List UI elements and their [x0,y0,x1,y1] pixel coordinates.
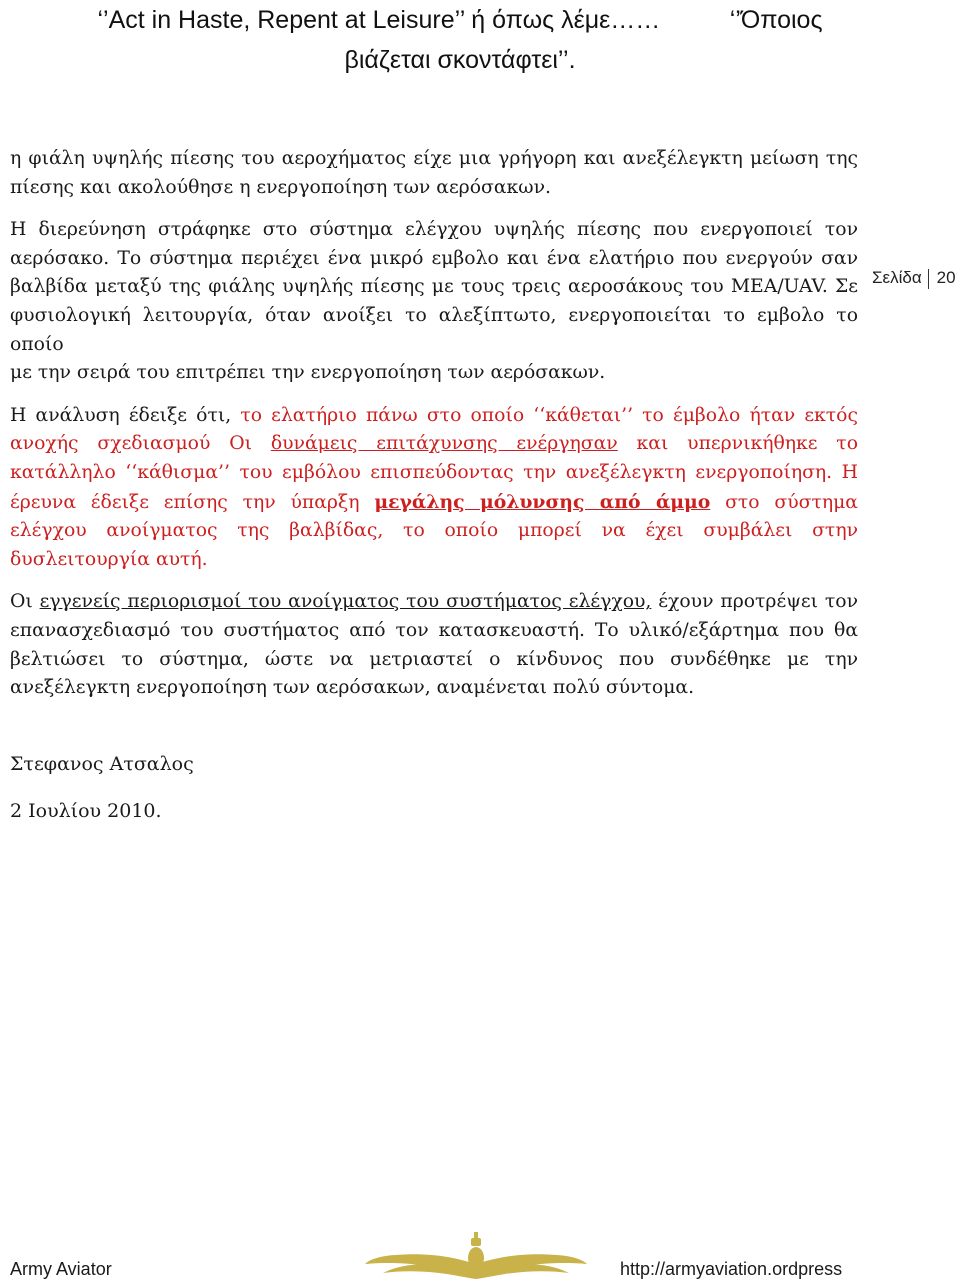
document-body [10,145,858,703]
paragraph-3 [10,402,858,575]
paragraph-3-line: δυσλειτουργία αυτή. [10,548,208,570]
paragraph-2-line: με την σειρά του επιτρέπει την ενεργοποίηση των αερόσακων. [10,362,606,384]
bold-underlined-red-text-run: μεγάλης μόλυνσης από άμμο [374,490,711,513]
signature-date: 2 Ιουλίου 2010. [10,800,162,822]
paragraph-4-line: ανεξέλεγκτη ενεργοποίηση των αερόσακων, αναμένεται πολύ σύντομα. [10,677,695,699]
paragraph-1-line: η φιάλη υψηλής πίεσης του αεροχήματος είχε μια γρήγορη και ανεξέλεγκτη μείωση της [10,148,858,169]
paragraph-4-line: βελτιώσει το σύστημα, ώστε να μετριαστεί ο κίνδυνος που συνδέθηκε με την [10,648,858,670]
page-number-marker [872,266,956,290]
paragraph-1-line: πίεσης και ακολούθησε η ενεργοποίηση των αερόσακων. [10,176,551,198]
army-aviation-wings-logo [365,1228,587,1282]
paragraph-4-line: επανασχεδιασμό του συστήματος από τον κατασκευαστή. Το υλικό/εξάρτημα που θα [10,619,858,641]
underlined-text-run: εγγενείς περιορισμοί του ανοίγματος του συστήματος ελέγχου, [39,591,652,613]
page-divider [928,269,929,289]
paragraph-2-line: αερόσακο. Το σύστημα περιέχει ένα μικρό εμβολο και ένα ελατήριο που ενεργούν σαν [10,247,858,269]
text-run: Οι [10,591,40,613]
text-run: έχουν προτρέψει τον [651,591,859,613]
paragraph-1 [10,145,858,202]
paragraph-2-line: βαλβίδα μεταξύ της φιάλης υψηλής πίεσης με τους τρεις αεροσάκους του ΜΕΑ/UAV. Σε [10,276,858,298]
red-text-run: έρευνα έδειξε επίσης την ύπαρξη [10,491,375,513]
document-header-title [40,0,880,80]
text-run: Η ανάλυση έδειξε ότι, [10,404,241,426]
page-number: 20 [936,268,956,287]
paragraph-2-line: φυσιολογική λειτουργία, όταν ανοίξει το αλεξίπτωτο, ενεργοποιείται το εμβολο το οποίο [10,304,858,355]
red-text-run: στο σύστημα [710,491,858,513]
page-label: Σελίδα [872,268,922,287]
paragraph-2-line: Η διερεύνηση στράφηκε στο σύστημα ελέγχου υψηλής πίεσης που ενεργοποιεί τον [10,219,858,241]
paragraph-3-line [10,488,858,518]
paragraph-3-line: κατάλληλο ‘‘κάθισμα’’ του εμβόλου επισπεύδοντας την ανεξέλεγκτη ενεργοποίηση. Η [10,461,858,483]
paragraph-4-line [10,588,858,617]
underlined-red-text-run: δυνάμεις επιτάχυνσης ενέργησαν [270,433,618,455]
header-line-1: ‘’Act in Haste, Repent at Leisure’’ ή όπως λέμε…… ‘’Όποιος [97,6,823,34]
footer-url: http://armyaviation.ordpress [620,1259,843,1279]
header-line-2: βιάζεται σκοντάφτει’’. [344,46,576,74]
paragraph-3-line [10,430,858,459]
paragraph-2 [10,216,858,388]
red-text-run: το ελατήριο πάνω στο οποίο ‘‘κάθεται’’ το έμβολο ήταν εκτός [240,404,859,426]
red-text-run: ανοχής σχεδιασμού Οι [10,433,271,455]
paragraph-3-line: ελέγχου ανοίγματος της βαλβίδας, το οποίο μπορεί να έχει συμβάλει στην [10,520,858,542]
red-text-run: και υπερνικήθηκε το [617,433,858,455]
author-name: Στεφανος Ατσαλος [10,753,194,775]
footer-left-text: Army Aviator [10,1259,112,1279]
paragraph-3-line [10,402,858,431]
paragraph-4 [10,588,858,702]
